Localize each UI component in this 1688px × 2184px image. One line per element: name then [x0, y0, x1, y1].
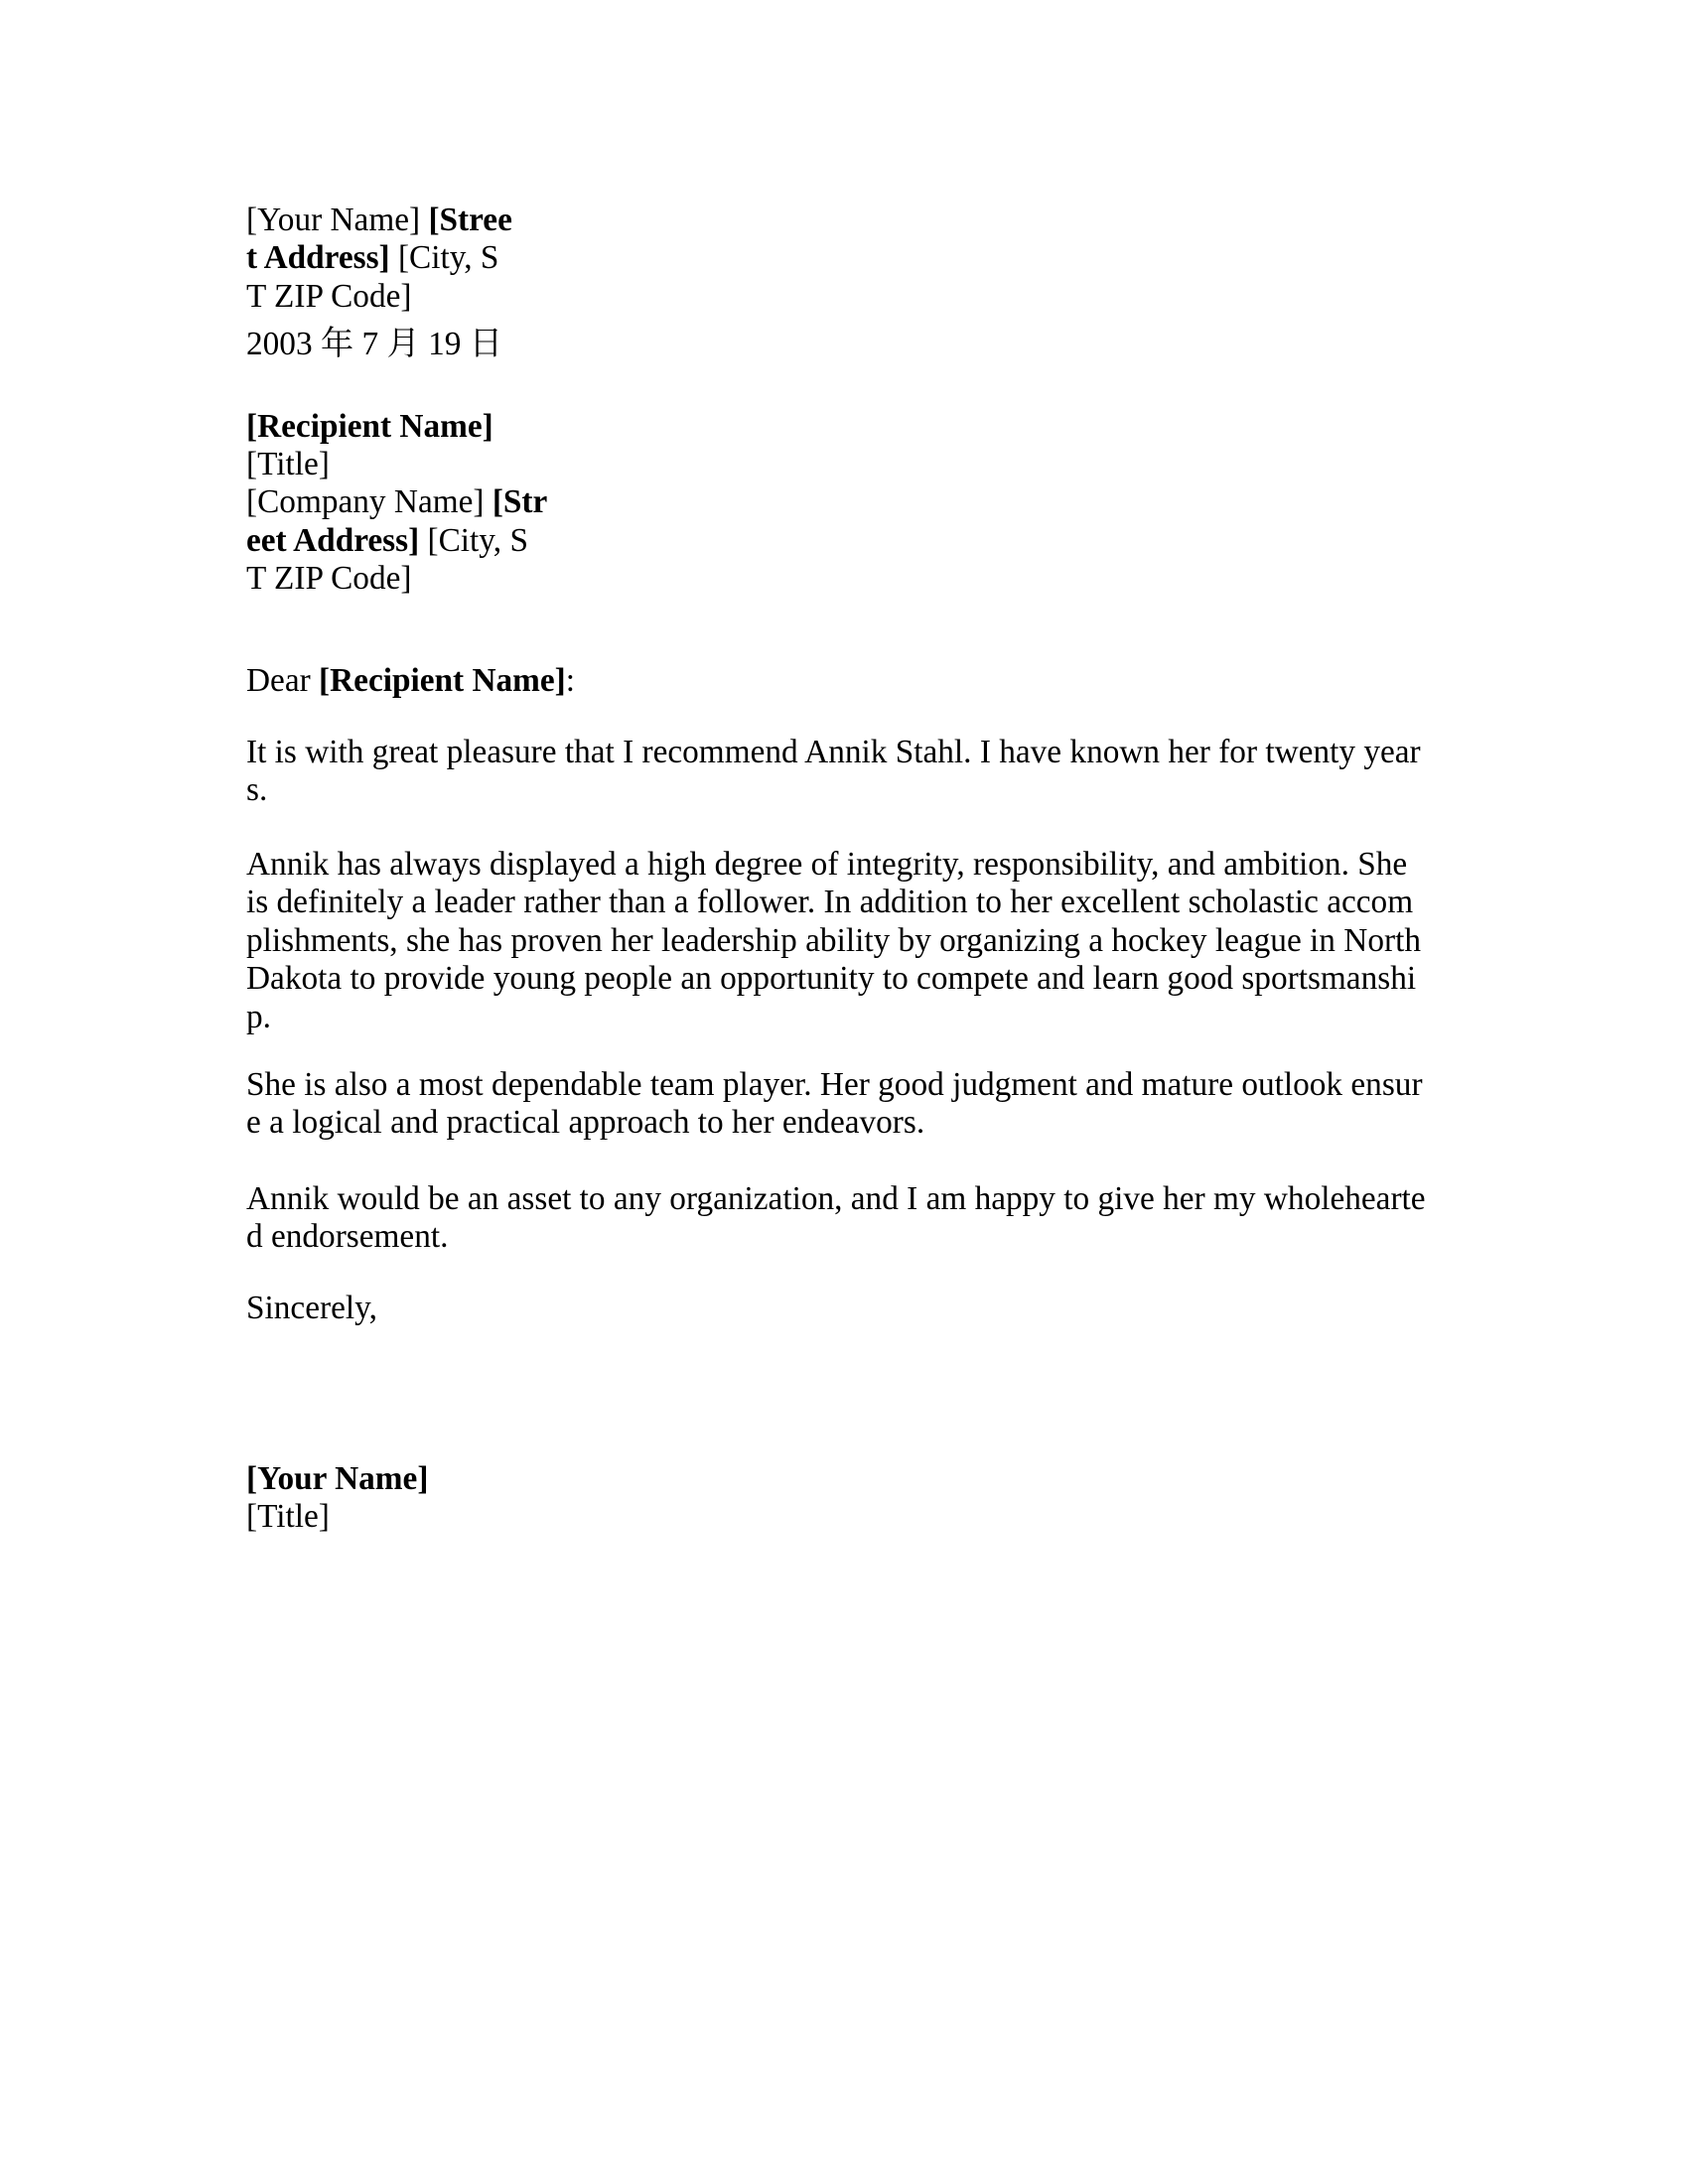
text-run: [Your Name] [246, 202, 429, 238]
text-run: [Company Name] [246, 483, 492, 521]
text-line [246, 522, 544, 560]
text-line: plishments, she has proven her leadership ability by organizing a hockey league in North [246, 921, 1421, 959]
recipient-address-block [246, 407, 548, 599]
text-line [246, 1498, 1430, 1536]
text-run: Dear [246, 661, 320, 699]
bold-text-run: [Recipient Name] [319, 661, 566, 699]
text-line [246, 202, 544, 239]
text-line [246, 560, 544, 598]
text-line [246, 1460, 1430, 1498]
text-line [246, 662, 1430, 700]
text-line [246, 446, 544, 483]
text-line: Annik would be an asset to any organization, and I am happy to give her my wholehearte [246, 1179, 1426, 1217]
body-paragraph-qualities [246, 846, 1430, 1036]
text-line [246, 408, 544, 446]
text-line: s. [246, 771, 268, 809]
text-line: It is with great pleasure that I recommend Annik Stahl. I have known her for twenty year [246, 734, 1421, 771]
body-paragraph-team-player [246, 1066, 1430, 1143]
text-line: e a logical and practical approach to her endeavors. [246, 1104, 925, 1142]
bold-text-run: t Address] [246, 239, 390, 277]
salutation-line [246, 662, 1430, 700]
text-line: is definitely a leader rather than a follower. In addition to her excellent scholastic accom [246, 884, 1414, 921]
text-line: p. [246, 998, 271, 1035]
text-run: [City, S [419, 521, 528, 559]
bold-text-run: [Stree [428, 202, 512, 238]
text-line [246, 483, 548, 521]
date-line: 2003 年 7 月 19 日 [246, 326, 503, 363]
body-paragraph-endorsement [246, 1180, 1430, 1257]
text-line [246, 239, 544, 277]
signature-block [246, 1460, 1430, 1537]
text-line: d endorsement. [246, 1218, 449, 1256]
text-run: [Title] [246, 1498, 330, 1536]
text-run: : [565, 661, 576, 699]
text-run: T ZIP Code] [246, 560, 412, 598]
text-run: [City, S [389, 239, 499, 277]
text-run: T ZIP Code] [246, 277, 412, 315]
sender-address-block [246, 202, 544, 316]
text-line: She is also a most dependable team player. Her good judgment and mature outlook ensur [246, 1065, 1423, 1103]
bold-text-run: [Recipient Name] [246, 407, 493, 445]
bold-text-run: eet Address] [246, 521, 420, 559]
text-line: Annik has always displayed a high degree of integrity, responsibility, and ambition. She [246, 845, 1408, 883]
bold-text-run: [Your Name] [246, 1459, 429, 1497]
letter-content [246, 202, 1430, 1537]
text-run: [Title] [246, 446, 330, 483]
text-line [246, 278, 544, 316]
closing-line: Sincerely, [246, 1289, 377, 1326]
bold-text-run: [Str [492, 483, 548, 521]
text-line: Dakota to provide young people an opportunity to compete and learn good sportsmanshi [246, 960, 1417, 998]
body-paragraph-intro [246, 734, 1430, 810]
